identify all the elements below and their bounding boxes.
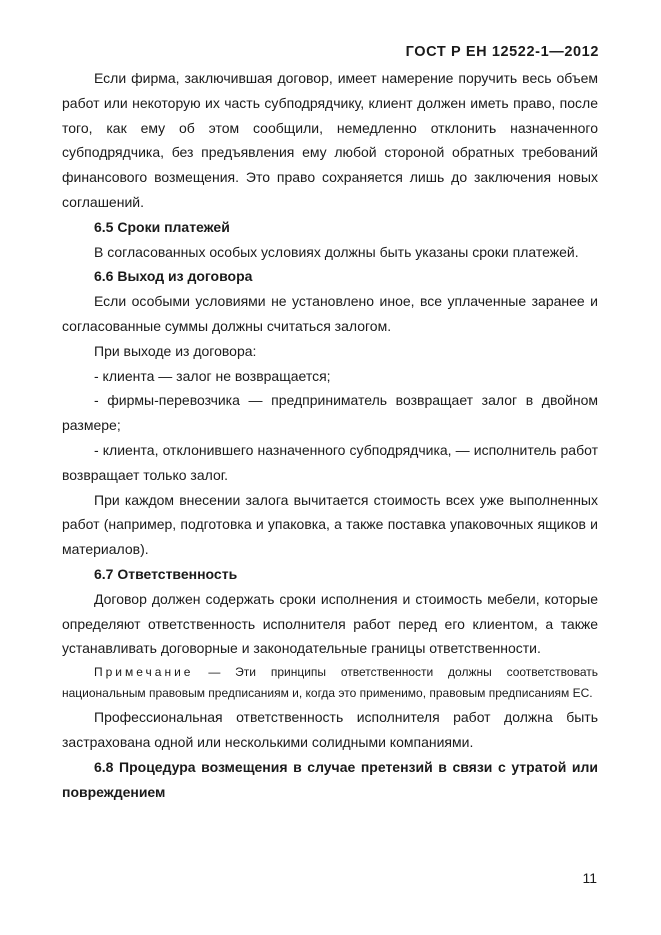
section-heading: 6.5 Сроки платежей [94,218,230,235]
list-item: - фирмы-перевозчика — предприниматель возвращает залог в двойном размере; [62,392,598,434]
note-label: Примечание [94,665,194,680]
list-item: - клиента — залог не возвращается; [94,367,331,384]
paragraph: Профессиональная ответственность исполнителя работ должна быть застрахована одной или несколькими солидными компаниями. [62,709,598,750]
paragraph: При выходе из договора: [94,342,257,359]
page-number: 11 [582,870,597,886]
document-header: ГОСТ Р ЕН 12522-1—2012 [405,44,599,60]
section-heading: 6.8 Процедура возмещения в случае претензий в связи с утратой или повреждением [62,758,598,800]
paragraph: В согласованных особых условиях должны быть указаны сроки платежей. [94,243,579,260]
section-heading: 6.6 Выход из договора [94,268,253,285]
paragraph: Договор должен содержать сроки исполнения и стоимость мебели, которые определяют ответственность исполнителя работ перед его клиентом, а также устанавливать договорные и законодательные границы ответственности. [62,590,598,657]
paragraph: Если фирма, заключившая договор, имеет намерение поручить весь объем работ или некоторую их часть субподрядчику, клиент должен иметь право, после того, как ему об этом сообщили, немедленно отклонить назначенного субподрядчика, без предъявления ему любой стороной обратных требований финансового возмещения. Это право сохраняется лишь до заключения новых соглашений. [62,70,598,210]
list-item: - клиента, отклонившего назначенного субподрядчика, — исполнитель работ возвращает только залог. [62,441,598,483]
note [62,662,598,704]
paragraph: При каждом внесении залога вычитается стоимость всех уже выполненных работ (например, подготовка и упаковка, а также поставка упаковочных ящиков и материалов). [62,491,598,558]
section-heading: 6.7 Ответственность [94,565,238,582]
document-body [62,66,598,804]
paragraph: Если особыми условиями не установлено иное, все уплаченные заранее и согласованные суммы должны считаться залогом. [62,293,598,334]
note-text: — Эти принципы ответственности должны соответствовать национальным правовым предписаниям и, когда это применимо, правовым предписаниям ЕС. [62,665,598,701]
